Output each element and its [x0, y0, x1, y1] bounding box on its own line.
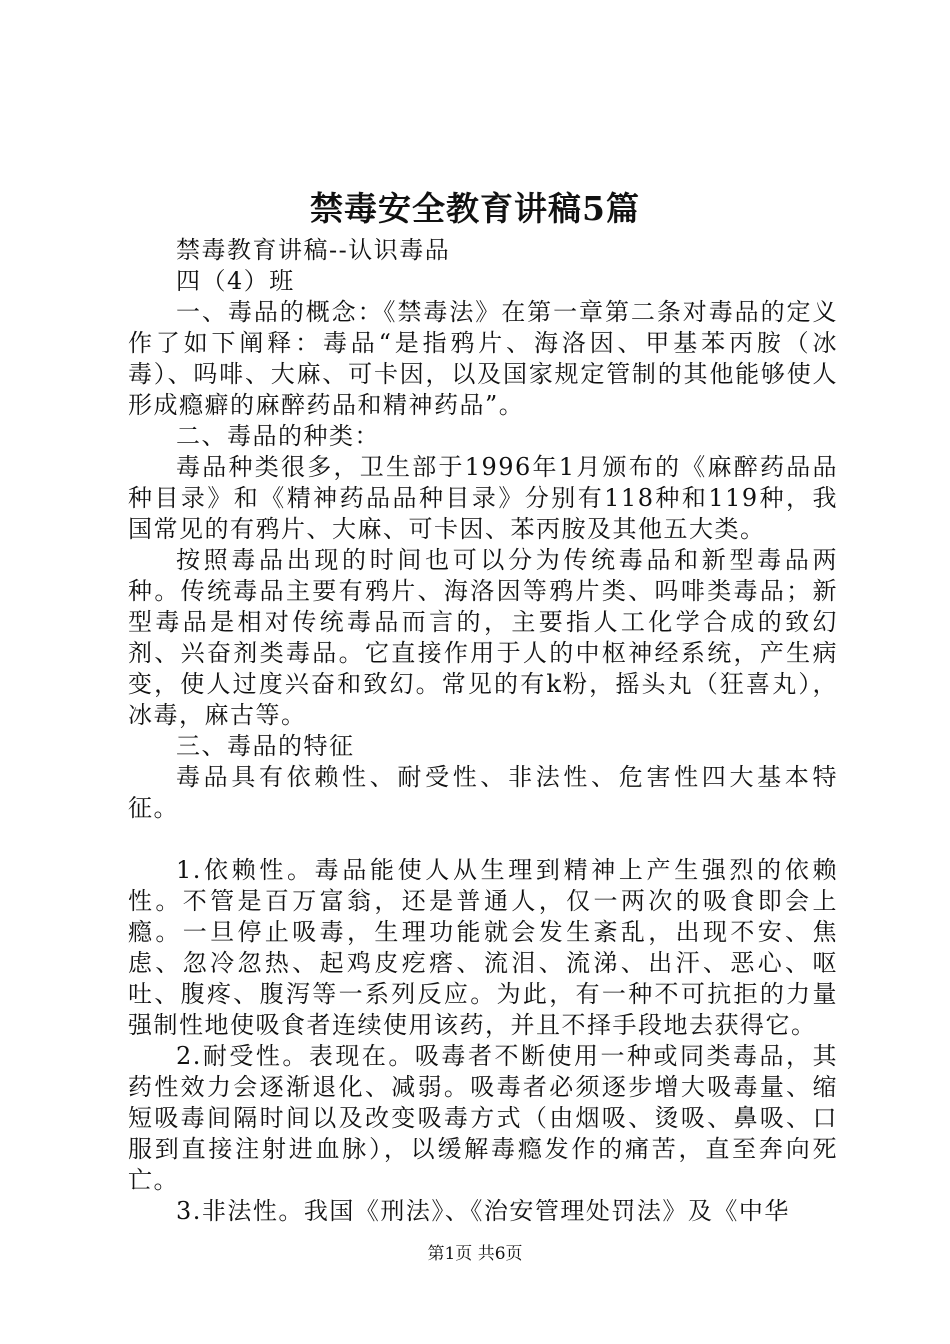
paragraph-traditional-new: 按照毒品出现的时间也可以分为传统毒品和新型毒品两种。传统毒品主要有鸦片、海洛因等鸦片类、吗啡类毒品；新型毒品是相对传统毒品而言的，主要指人工化学合成的致幻剂、兴奋剂类毒品。它直接作用于人的中枢神经系统，产生病变，使人过度兴奋和致幻。常见的有k粉，摇头丸（狂喜丸），冰毒，麻古等。 — [128, 546, 838, 729]
page-footer: 第1页 共6页 — [427, 1244, 523, 1264]
paragraph-features: 毒品具有依赖性、耐受性、非法性、危害性四大基本特征。 — [128, 763, 838, 822]
paragraph-class: 四（4）班 — [176, 267, 295, 295]
paragraph-spacer — [128, 824, 838, 855]
document-body — [128, 235, 838, 1227]
paragraph-types-heading: 二、毒品的种类： — [176, 422, 380, 450]
document-title: 禁毒安全教育讲稿5篇 — [310, 189, 640, 228]
paragraph-types: 毒品种类很多，卫生部于1996年1月颁布的《麻醉药品品种目录》和《精神药品品种目录》分别有118种和119种，我国常见的有鸦片、大麻、可卡因、苯丙胺及其他五大类。 — [128, 453, 838, 543]
paragraph-subtitle: 禁毒教育讲稿--认识毒品 — [176, 236, 451, 264]
paragraph-features-heading: 三、毒品的特征 — [176, 732, 355, 760]
paragraph-tolerance: 2.耐受性。表现在。吸毒者不断使用一种或同类毒品，其药性效力会逐渐退化、减弱。吸毒者必须逐步增大吸毒量、缩短吸毒间隔时间以及改变吸毒方式（由烟吸、烫吸、鼻吸、口服到直接注射进血脉），以缓解毒瘾发作的痛苦，直至奔向死亡。 — [128, 1042, 838, 1194]
paragraph-illegality: 3.非法性。我国《刑法》、《治安管理处罚法》及《中华 — [176, 1197, 790, 1225]
paragraph-concept: 一、毒品的概念：《禁毒法》在第一章第二条对毒品的定义作了如下阐释：毒品“是指鸦片、海洛因、甲基苯丙胺（冰毒）、吗啡、大麻、可卡因，以及国家规定管制的其他能够使人形成瘾癖的麻醉药品和精神药品”。 — [128, 298, 838, 419]
paragraph-dependence: 1.依赖性。毒品能使人从生理到精神上产生强烈的依赖性。不管是百万富翁，还是普通人，仅一两次的吸食即会上瘾。一旦停止吸毒，生理功能就会发生紊乱，出现不安、焦虑、忽冷忽热、起鸡皮疙瘩、流泪、流涕、出汗、恶心、呕吐、腹疼、腹泻等一系列反应。为此，有一种不可抗拒的力量强制性地使吸食者连续使用该药，并且不择手段地去获得它。 — [128, 856, 838, 1039]
